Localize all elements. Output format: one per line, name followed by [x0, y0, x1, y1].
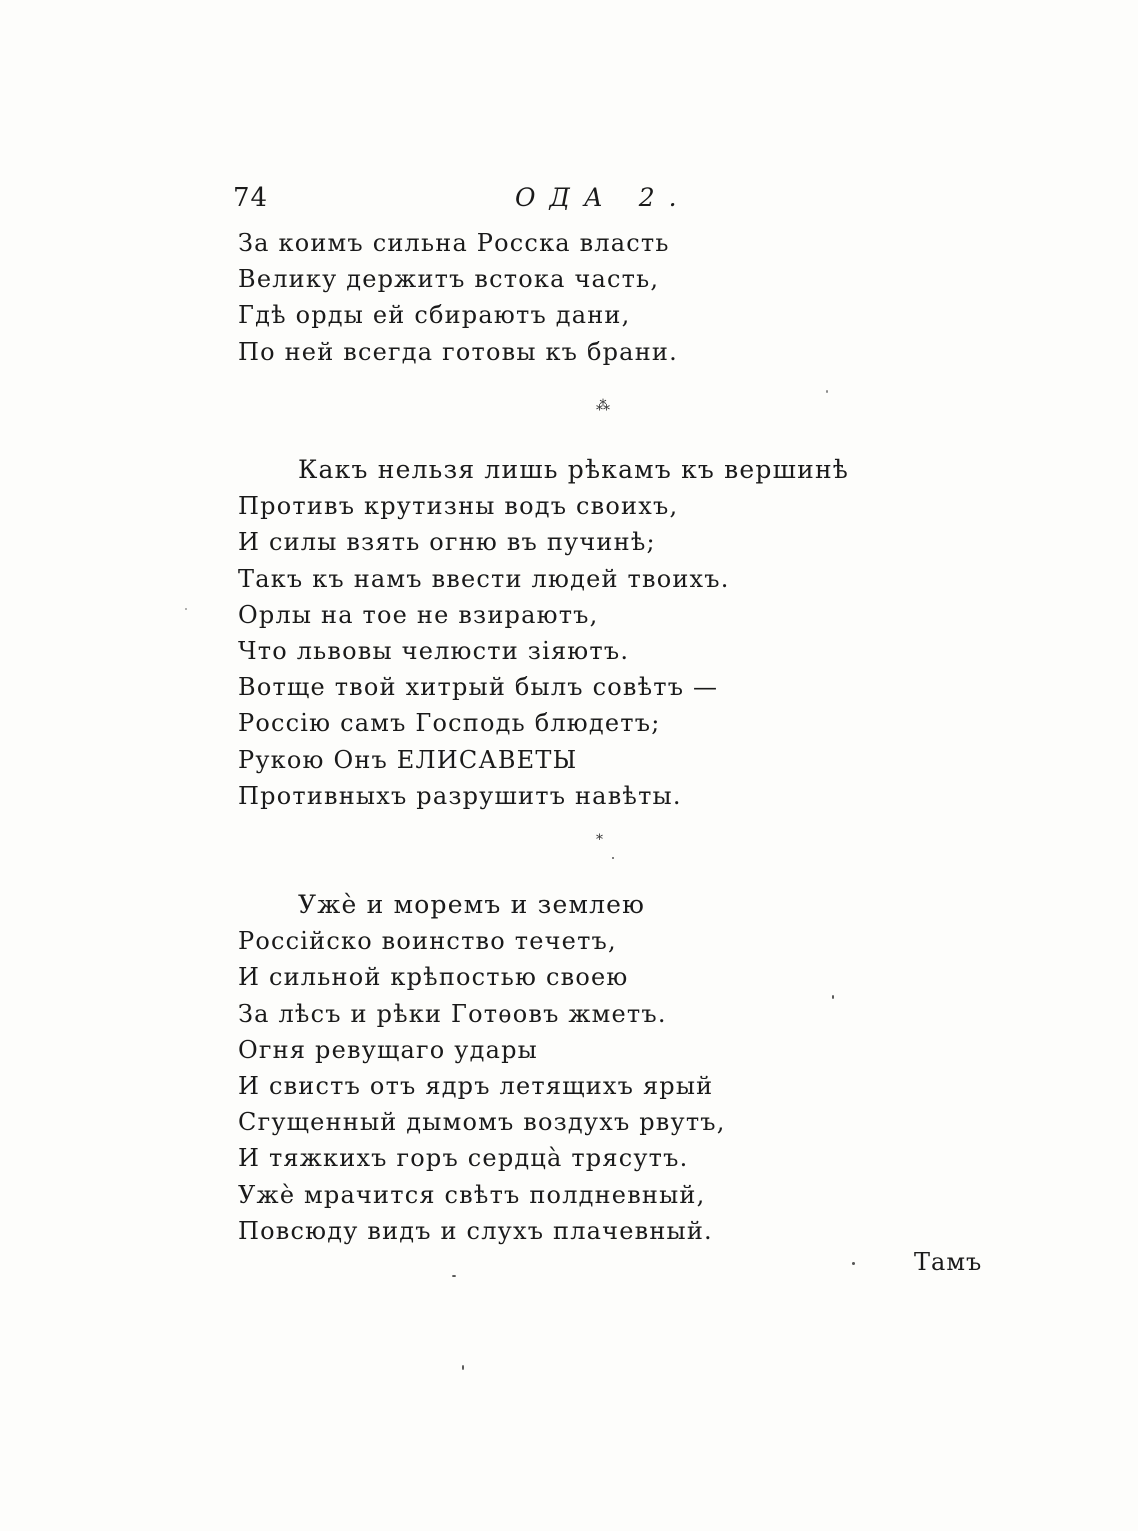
verse-line: Ужè и моремъ и землею [298, 890, 646, 919]
ink-speck [452, 1275, 456, 1277]
verse-line: Какъ нельзя лишь рѣкамъ къ вершинѣ [298, 455, 850, 484]
verse-line: Такъ къ намъ ввести людей твоихъ. [238, 564, 730, 593]
ink-speck [612, 857, 614, 859]
verse-line: Вотще твой хитрый былъ совѣтъ — [238, 673, 719, 702]
verse-line: Повсюду видъ и слухъ плачевный. [238, 1216, 713, 1245]
verse-line: И свистъ отъ ядръ летящихъ ярый [238, 1071, 714, 1100]
page-header [233, 183, 693, 223]
verse-line: И сильной крѣпостью своею [238, 963, 629, 992]
page-number: 74 [233, 183, 269, 213]
verse-line: Россійско воинство течетъ, [238, 927, 617, 956]
stanza-3 [238, 887, 858, 1249]
stanza-1 [238, 225, 858, 370]
ink-speck [462, 1365, 464, 1370]
running-title: ОДА 2. [515, 183, 691, 212]
verse-line: По ней всегда готовы къ брани. [238, 337, 678, 366]
verse-line: Противныхъ разрушитъ навѣты. [238, 781, 682, 810]
verse-line: И силы взять огню въ пучинѣ; [238, 528, 656, 557]
verse-line: Ужè мрачится свѣтъ полдневный, [238, 1180, 706, 1209]
verse-line: Велику держитъ встока часть, [238, 265, 660, 294]
verse-line: Огня ревущаго удары [238, 1035, 538, 1064]
verse-line: За лѣсъ и рѣки Готѳовъ жметъ. [238, 999, 667, 1028]
catchword: Тамъ [914, 1248, 983, 1276]
verse-line: Сгущенный дымомъ воздухъ рвутъ, [238, 1108, 726, 1137]
stanza-2 [238, 452, 858, 814]
verse-line: Орлы на тое не взираютъ, [238, 600, 599, 629]
verse-line: За коимъ сильна Росска власть [238, 229, 670, 257]
verse-line: Противъ крутизны водъ своихъ, [238, 492, 679, 521]
verse-line: Что львовы челюсти зіяютъ. [238, 636, 630, 665]
verse-line: Гдѣ орды ей сбираютъ дани, [238, 301, 631, 330]
verse-line: Рукою Онъ ЕЛИСАВЕТЫ [238, 745, 578, 774]
verse-line: И тяжкихъ горъ сердцà трясутъ. [238, 1144, 689, 1173]
verse-line: Россію самъ Господь блюдетъ; [238, 709, 661, 738]
stanza-ornament-2: * [596, 832, 603, 848]
stanza-ornament-1: ⁂ [596, 398, 610, 414]
ink-speck [832, 995, 834, 999]
ink-speck [185, 608, 187, 610]
ink-speck [826, 390, 828, 393]
ink-speck [852, 1262, 855, 1265]
